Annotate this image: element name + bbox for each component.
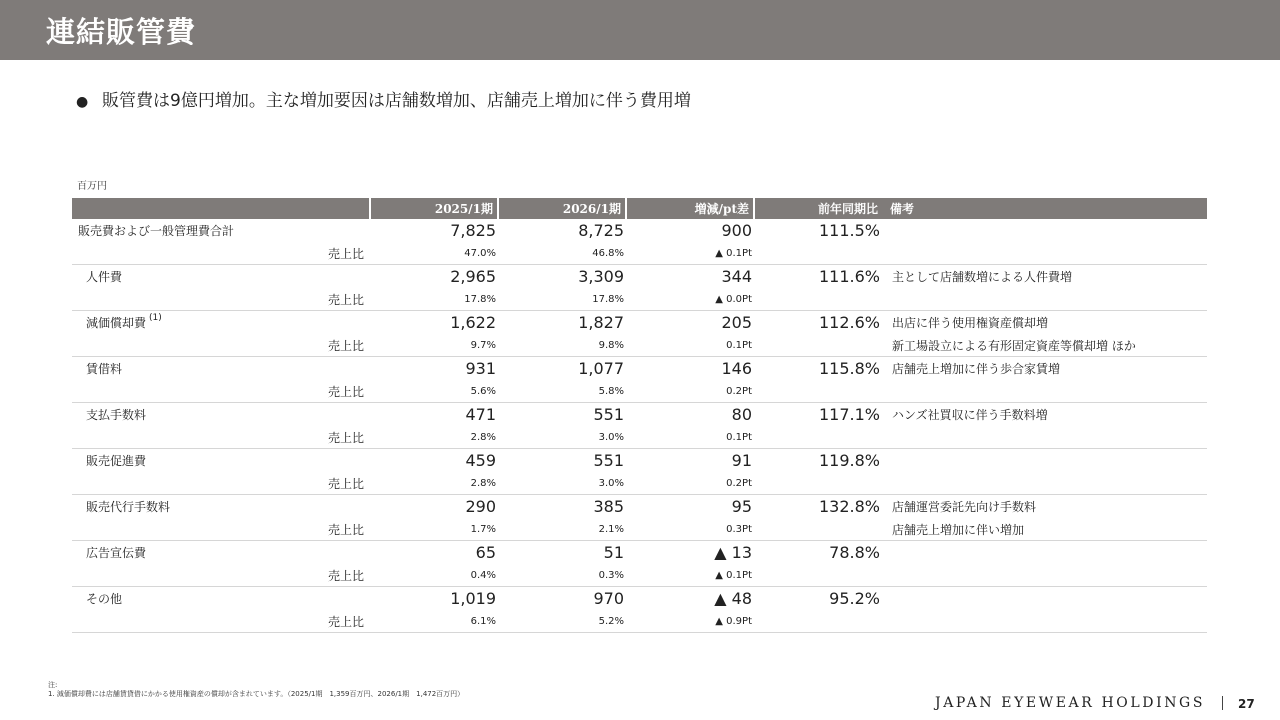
ratio-label: 売上比 — [72, 518, 370, 541]
value-2026: 8,725 — [578, 221, 624, 240]
value-2026: 1,077 — [578, 359, 624, 378]
value-2025: 7,825 — [450, 221, 496, 240]
brand-logo-text: JAPAN EYEWEAR HOLDINGS — [935, 695, 1206, 711]
ratio-yoy-empty — [754, 564, 882, 587]
row-note-2: 新工場設立による有形固定資産等償却増 ほか — [882, 334, 1207, 357]
table-row — [72, 357, 1207, 381]
ratio-2025: 2.8% — [370, 426, 498, 449]
table-row-ratio — [72, 288, 1207, 311]
value-diff: 80 — [731, 405, 752, 424]
value-yoy: 95.2% — [829, 589, 880, 608]
row-note-2 — [882, 472, 1207, 495]
row-label-text: 支払手数料 — [86, 408, 147, 422]
ratio-2026: 0.3% — [498, 564, 626, 587]
row-note — [882, 449, 1207, 473]
summary-bullet — [76, 86, 691, 111]
ratio-2026: 5.2% — [498, 610, 626, 633]
row-note-2 — [882, 288, 1207, 311]
page-title: 連結販管費 — [46, 15, 197, 49]
ratio-2025: 0.4% — [370, 564, 498, 587]
ratio-2025: 9.7% — [370, 334, 498, 357]
table-row — [72, 449, 1207, 473]
value-diff: 95 — [731, 497, 752, 516]
ratio-2026: 17.8% — [498, 288, 626, 311]
header-yoy: 前年同期比 — [754, 198, 882, 219]
value-2026: 3,309 — [578, 267, 624, 286]
row-note-2 — [882, 426, 1207, 449]
ratio-2025: 2.8% — [370, 472, 498, 495]
ratio-label: 売上比 — [72, 426, 370, 449]
header-2026: 2026/1期 — [498, 198, 626, 219]
ratio-2025: 47.0% — [370, 242, 498, 265]
row-label — [72, 357, 370, 381]
row-label — [72, 449, 370, 473]
ratio-label: 売上比 — [72, 288, 370, 311]
ratio-yoy-empty — [754, 518, 882, 541]
header-2025: 2025/1期 — [370, 198, 498, 219]
value-2026: 551 — [593, 405, 624, 424]
value-2026: 385 — [593, 497, 624, 516]
unit-label: 百万円 — [77, 181, 107, 192]
ratio-diff: 0.1Pt — [626, 334, 754, 357]
ratio-label: 売上比 — [72, 564, 370, 587]
table-row-ratio — [72, 518, 1207, 541]
header-blank — [72, 198, 370, 219]
ratio-label: 売上比 — [72, 380, 370, 403]
ratio-2025: 6.1% — [370, 610, 498, 633]
value-yoy: 115.8% — [818, 359, 880, 378]
table-row — [72, 311, 1207, 335]
footer-separator — [1222, 696, 1223, 710]
page-number: 27 — [1238, 697, 1255, 711]
table-row-ratio — [72, 242, 1207, 265]
table-row-ratio — [72, 564, 1207, 587]
ratio-label: 売上比 — [72, 610, 370, 633]
row-label-text: 減価償却費 — [86, 316, 147, 330]
row-label — [72, 541, 370, 565]
header-notes: 備考 — [882, 198, 1207, 219]
ratio-diff: ▲ 0.1Pt — [626, 242, 754, 265]
value-diff: 205 — [721, 313, 752, 332]
row-note-2 — [882, 380, 1207, 403]
ratio-2026: 9.8% — [498, 334, 626, 357]
ratio-2026: 3.0% — [498, 426, 626, 449]
row-label — [72, 265, 370, 289]
value-yoy: 132.8% — [818, 497, 880, 516]
row-label-text: その他 — [86, 592, 123, 606]
ratio-diff: 0.3Pt — [626, 518, 754, 541]
row-note — [882, 541, 1207, 565]
value-yoy: 78.8% — [829, 543, 880, 562]
value-2025: 931 — [465, 359, 496, 378]
row-label — [72, 219, 370, 242]
ratio-yoy-empty — [754, 380, 882, 403]
table-row-ratio — [72, 610, 1207, 633]
bullet-mark: ● — [76, 94, 89, 110]
footnote — [48, 681, 464, 699]
value-diff: 146 — [721, 359, 752, 378]
value-yoy: 111.5% — [818, 221, 880, 240]
ratio-diff: 0.1Pt — [626, 426, 754, 449]
value-yoy: 112.6% — [818, 313, 880, 332]
value-2026: 1,827 — [578, 313, 624, 332]
header-diff: 増減/pt差 — [626, 198, 754, 219]
value-2026: 551 — [593, 451, 624, 470]
ratio-label: 売上比 — [72, 334, 370, 357]
value-2025: 471 — [465, 405, 496, 424]
row-note — [882, 587, 1207, 611]
table-row — [72, 403, 1207, 427]
ratio-yoy-empty — [754, 334, 882, 357]
ratio-label: 売上比 — [72, 472, 370, 495]
value-2025: 290 — [465, 497, 496, 516]
row-note-2 — [882, 610, 1207, 633]
ratio-diff: ▲ 0.9Pt — [626, 610, 754, 633]
ratio-2026: 3.0% — [498, 472, 626, 495]
ratio-diff: ▲ 0.0Pt — [626, 288, 754, 311]
ratio-2026: 46.8% — [498, 242, 626, 265]
ratio-yoy-empty — [754, 242, 882, 265]
value-2025: 459 — [465, 451, 496, 470]
footnote-heading: 注: — [48, 681, 58, 689]
ratio-2025: 1.7% — [370, 518, 498, 541]
ratio-label: 売上比 — [72, 242, 370, 265]
value-diff: ▲ 13 — [714, 543, 752, 562]
ratio-2026: 5.8% — [498, 380, 626, 403]
value-2025: 1,622 — [450, 313, 496, 332]
table-row — [72, 495, 1207, 519]
table-row — [72, 219, 1207, 242]
value-2026: 51 — [603, 543, 624, 562]
value-diff: 900 — [721, 221, 752, 240]
ratio-2025: 17.8% — [370, 288, 498, 311]
row-label-text: 販売代行手数料 — [86, 500, 171, 514]
row-note: 店舗運営委託先向け手数料 — [892, 500, 1037, 514]
sga-table — [72, 198, 1207, 633]
ratio-diff: ▲ 0.1Pt — [626, 564, 754, 587]
value-2025: 2,965 — [450, 267, 496, 286]
ratio-yoy-empty — [754, 610, 882, 633]
table-row-ratio — [72, 426, 1207, 449]
row-note: ハンズ社買収に伴う手数料増 — [892, 408, 1048, 422]
footnote-ref: (1) — [149, 313, 162, 323]
table-header-row — [72, 198, 1207, 219]
row-label-text: 賃借料 — [86, 362, 123, 376]
header-bar — [0, 0, 1280, 60]
row-note-2 — [882, 242, 1207, 265]
value-2025: 1,019 — [450, 589, 496, 608]
table-row — [72, 265, 1207, 289]
row-label — [72, 403, 370, 427]
ratio-2026: 2.1% — [498, 518, 626, 541]
row-note: 主として店舗数増による人件費増 — [892, 270, 1073, 284]
ratio-diff: 0.2Pt — [626, 472, 754, 495]
table-row — [72, 587, 1207, 611]
table-row — [72, 541, 1207, 565]
value-yoy: 117.1% — [818, 405, 880, 424]
row-label — [72, 311, 370, 335]
value-yoy: 111.6% — [818, 267, 880, 286]
value-2025: 65 — [475, 543, 496, 562]
row-note: 出店に伴う使用権資産償却増 — [892, 316, 1049, 330]
row-label-text: 販売促進費 — [86, 454, 147, 468]
table-row-ratio — [72, 334, 1207, 357]
value-diff: ▲ 48 — [714, 589, 752, 608]
value-diff: 344 — [721, 267, 752, 286]
footnote-text: 1. 減価償却費には店舗賃貸借にかかる使用権資産の償却が含まれています。（2025/1期 1,359百万円、2026/1期 1,472百万円） — [48, 690, 465, 698]
row-label-text: 販売費および一般管理費合計 — [78, 224, 235, 238]
table-row-ratio — [72, 472, 1207, 495]
row-note-2: 店舗売上増加に伴い増加 — [882, 518, 1207, 541]
row-label — [72, 495, 370, 519]
row-label-text: 広告宣伝費 — [86, 546, 147, 560]
value-2026: 970 — [593, 589, 624, 608]
ratio-yoy-empty — [754, 426, 882, 449]
row-note-2 — [882, 564, 1207, 587]
row-label-text: 人件費 — [86, 270, 123, 284]
ratio-diff: 0.2Pt — [626, 380, 754, 403]
table-row-ratio — [72, 380, 1207, 403]
value-yoy: 119.8% — [818, 451, 880, 470]
ratio-2025: 5.6% — [370, 380, 498, 403]
row-note: 店舗売上増加に伴う歩合家賃増 — [892, 362, 1061, 376]
value-diff: 91 — [731, 451, 752, 470]
ratio-yoy-empty — [754, 472, 882, 495]
summary-text: 販管費は9億円増加。主な増加要因は店舗数増加、店舗売上増加に伴う費用増 — [102, 91, 691, 111]
ratio-yoy-empty — [754, 288, 882, 311]
row-label — [72, 587, 370, 611]
row-note — [882, 219, 1207, 242]
